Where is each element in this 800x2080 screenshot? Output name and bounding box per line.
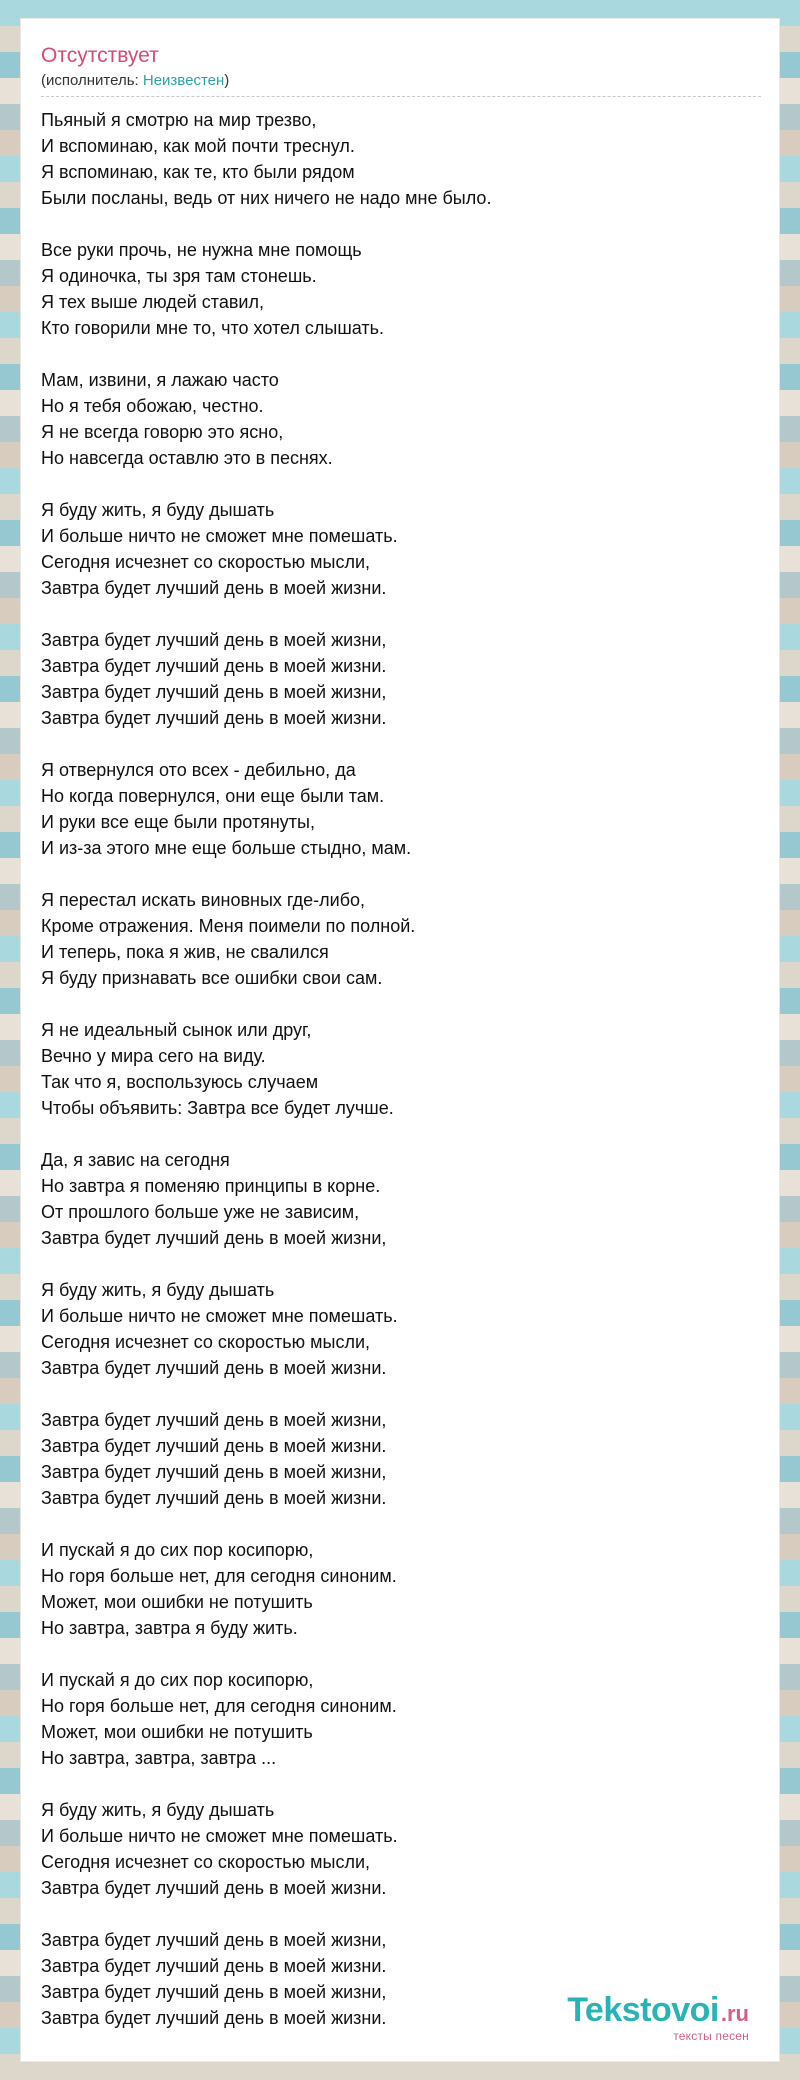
artist-prefix: (исполнитель:	[41, 72, 143, 89]
lyric-line: Пьяный я смотрю на мир трезво,	[41, 110, 317, 130]
lyric-line: Но навсегда оставлю это в песнях.	[41, 448, 333, 468]
artist-suffix: )	[224, 72, 230, 89]
logo-subtitle: тексты песен	[673, 2029, 749, 2043]
site-logo[interactable]	[567, 1993, 749, 2043]
lyric-line: Завтра будет лучший день в моей жизни.	[41, 656, 387, 676]
lyric-line: Я отвернулся ото всех - дебильно, да	[41, 760, 356, 780]
lyric-line: И пускай я до сих пор косипорю,	[41, 1670, 314, 1690]
song-header	[41, 43, 761, 97]
lyric-line: И вспоминаю, как мой почти треснул.	[41, 136, 355, 156]
lyric-line: Я буду жить, я буду дышать	[41, 500, 275, 520]
lyric-line: Я буду жить, я буду дышать	[41, 1800, 275, 1820]
lyric-line: Были посланы, ведь от них ничего не надо мне было.	[41, 188, 492, 208]
lyric-line: Может, мои ошибки не потушить	[41, 1592, 313, 1612]
lyric-line: Я буду жить, я буду дышать	[41, 1280, 275, 1300]
lyric-line: Завтра будет лучший день в моей жизни.	[41, 2008, 387, 2028]
lyric-line: Завтра будет лучший день в моей жизни.	[41, 578, 387, 598]
lyric-line: И руки все еще были протянуты,	[41, 812, 315, 832]
lyrics-stanza	[41, 367, 761, 471]
lyric-line: Завтра будет лучший день в моей жизни.	[41, 1488, 387, 1508]
header-divider	[41, 96, 761, 97]
lyric-line: Завтра будет лучший день в моей жизни.	[41, 1358, 387, 1378]
lyric-line: Я не идеальный сынок или друг,	[41, 1020, 312, 1040]
lyric-line: И больше ничто не сможет мне помешать.	[41, 526, 398, 546]
lyrics-stanza	[41, 1797, 761, 1901]
song-title: Отсутствует	[41, 44, 159, 67]
lyric-line: Вечно у мира сего на виду.	[41, 1046, 266, 1066]
lyric-line: Завтра будет лучший день в моей жизни.	[41, 708, 387, 728]
lyrics-stanza	[41, 1147, 761, 1251]
lyrics-stanza	[41, 1537, 761, 1641]
lyric-line: Но я тебя обожаю, честно.	[41, 396, 264, 416]
lyric-line: Но завтра я поменяю принципы в корне.	[41, 1176, 381, 1196]
lyrics-stanza	[41, 1667, 761, 1771]
lyric-line: И больше ничто не сможет мне помешать.	[41, 1306, 398, 1326]
lyrics-stanza	[41, 1017, 761, 1121]
lyric-line: Завтра будет лучший день в моей жизни,	[41, 630, 387, 650]
lyrics-stanza	[41, 1277, 761, 1381]
lyric-line: Так что я, воспользуюсь случаем	[41, 1072, 319, 1092]
lyric-line: Я одиночка, ты зря там стонешь.	[41, 266, 317, 286]
lyric-line: Сегодня исчезнет со скоростью мысли,	[41, 552, 371, 572]
lyric-line: Мам, извини, я лажаю часто	[41, 370, 279, 390]
lyric-line: Я вспоминаю, как те, кто были рядом	[41, 162, 355, 182]
lyric-line: Завтра будет лучший день в моей жизни,	[41, 1930, 387, 1950]
lyric-line: Кто говорили мне то, что хотел слышать.	[41, 318, 385, 338]
lyric-line: Завтра будет лучший день в моей жизни,	[41, 1228, 387, 1248]
lyric-line: Я буду признавать все ошибки свои сам.	[41, 968, 383, 988]
lyrics-stanza	[41, 887, 761, 991]
lyric-line: Все руки прочь, не нужна мне помощь	[41, 240, 362, 260]
lyric-line: Завтра будет лучший день в моей жизни,	[41, 1982, 387, 2002]
lyric-line: И больше ничто не сможет мне помешать.	[41, 1826, 398, 1846]
lyric-line: Но когда повернулся, они еще были там.	[41, 786, 385, 806]
lyric-line: Завтра будет лучший день в моей жизни.	[41, 1878, 387, 1898]
lyric-line: И пускай я до сих пор косипорю,	[41, 1540, 314, 1560]
lyric-line: Я тех выше людей ставил,	[41, 292, 264, 312]
lyric-line: Но завтра, завтра я буду жить.	[41, 1618, 298, 1638]
lyrics-page-card	[20, 18, 780, 2062]
logo-domain: .ru	[720, 2001, 749, 2026]
lyrics-stanza	[41, 757, 761, 861]
lyric-line: Да, я завис на сегодня	[41, 1150, 230, 1170]
lyric-line: Завтра будет лучший день в моей жизни.	[41, 1436, 387, 1456]
lyrics-stanza	[41, 237, 761, 341]
lyrics-text	[41, 107, 761, 2031]
lyric-line: Завтра будет лучший день в моей жизни,	[41, 1462, 387, 1482]
lyric-line: Но завтра, завтра, завтра ...	[41, 1748, 277, 1768]
logo-main	[567, 1993, 749, 2027]
lyric-line: И теперь, пока я жив, не свалился	[41, 942, 329, 962]
logo-wordmark: Tekstovoi	[567, 1991, 719, 2029]
lyric-line: Завтра будет лучший день в моей жизни,	[41, 1410, 387, 1430]
lyric-line: Но горя больше нет, для сегодня синоним.	[41, 1566, 397, 1586]
lyric-line: От прошлого больше уже не зависим,	[41, 1202, 360, 1222]
artist-line	[41, 71, 761, 90]
lyric-line: Но горя больше нет, для сегодня синоним.	[41, 1696, 397, 1716]
lyric-line: Сегодня исчезнет со скоростью мысли,	[41, 1852, 371, 1872]
lyric-line: Чтобы объявить: Завтра все будет лучше.	[41, 1098, 394, 1118]
lyric-line: Завтра будет лучший день в моей жизни,	[41, 682, 387, 702]
lyrics-stanza	[41, 497, 761, 601]
lyric-line: И из-за этого мне еще больше стыдно, мам.	[41, 838, 412, 858]
artist-link[interactable]: Неизвестен	[142, 72, 225, 89]
lyrics-stanza	[41, 107, 761, 211]
lyric-line: Я не всегда говорю это ясно,	[41, 422, 284, 442]
lyric-line: Кроме отражения. Меня поимели по полной.	[41, 916, 416, 936]
lyrics-stanza	[41, 627, 761, 731]
lyric-line: Я перестал искать виновных где-либо,	[41, 890, 366, 910]
lyric-line: Сегодня исчезнет со скоростью мысли,	[41, 1332, 371, 1352]
lyrics-stanza	[41, 1407, 761, 1511]
lyric-line: Завтра будет лучший день в моей жизни.	[41, 1956, 387, 1976]
lyric-line: Может, мои ошибки не потушить	[41, 1722, 313, 1742]
